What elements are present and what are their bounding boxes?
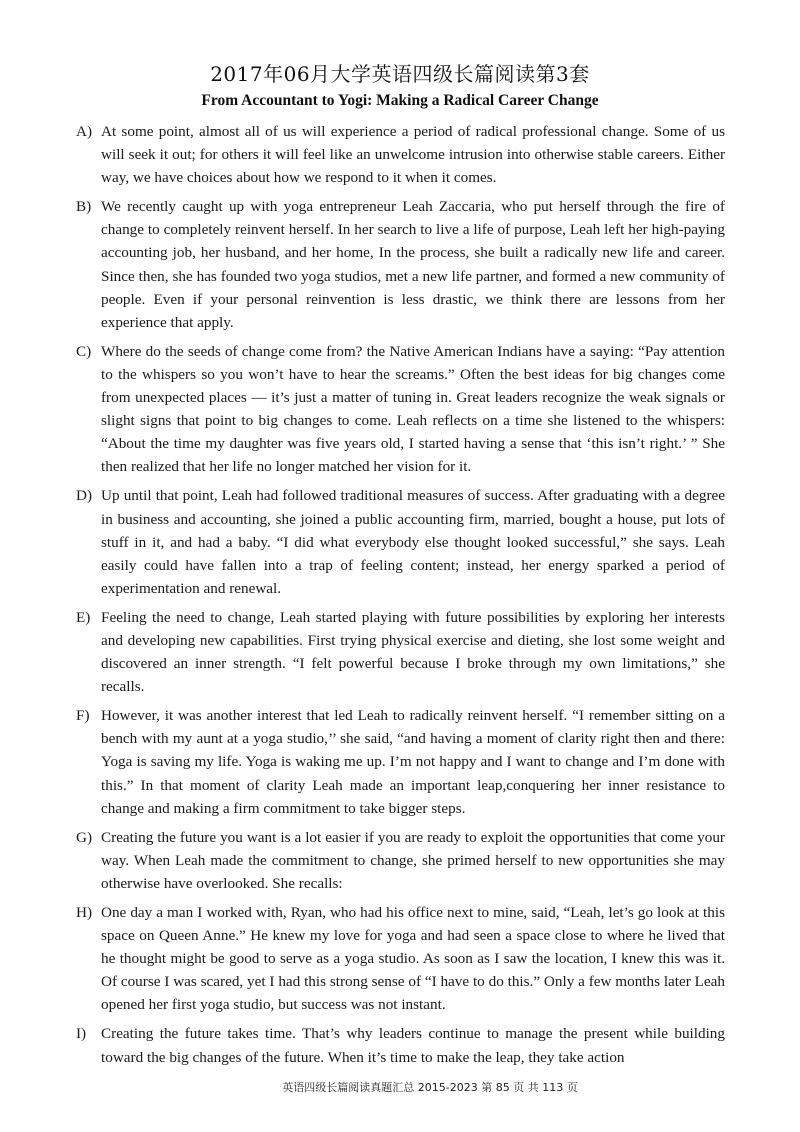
paragraph-c [76, 340, 725, 479]
paragraph-g [76, 826, 725, 895]
paragraph-label: E) [76, 608, 91, 626]
paragraph-f [76, 704, 725, 819]
paragraph-label: H) [76, 904, 93, 921]
page-footer: 英语四级长篇阅读真题汇总 2015-2023 第 85 页 共 113 页 [282, 1081, 578, 1094]
paragraph-label: I) [76, 1025, 87, 1043]
paragraph-text: We recently caught up with yoga entrepreneur Leah Zaccaria, who put herself through the fire of change to completely reinvent herself. In her search to live a life of purpose, Leah left her high-paying accounting job, her husband, and her home, In the process, she built a radically new life and career. Since then, she has founded two yoga studios, met a new life partner, and formed a new community of people. Even if your personal reinvention is less drastic, we think there are lessons from her experience that apply. [101, 198, 725, 331]
paragraph-text: Feeling the need to change, Leah started playing with future possibilities by exploring her interests and developing new capabilities. First trying physical exercise and dieting, she lost some weight and discovered an inner strength. “I felt powerful because I broke through my own limitations,” she recalls. [101, 608, 725, 696]
paragraph-text: Up until that point, Leah had followed traditional measures of success. After graduating with a degree in business and accounting, she joined a public accounting firm, married, bought a house, put lots of stuff in it, and had a baby. “I did what everybody else thought looked successful,” she says. Leah easily could have fallen into a trap of feeling content; instead, her energy sparked a period of experimentation and renewal. [101, 487, 725, 597]
paragraph-e [76, 606, 725, 698]
paragraph-text: Creating the future takes time. That’s why leaders continue to manage the present while building toward the big changes of the future. When it’s time to make the leap, they take action [101, 1025, 725, 1066]
paragraph-text: However, it was another interest that led Leah to radically reinvent herself. “I remember sitting on a bench with my aunt at a yoga studio,’’ she said, “and having a moment of clarity right then and there: Yoga is saving my life. Yoga is waking me up. I’m not happy and I want to change and I’m done with this.” In that moment of clarity Leah made an important leap,conquering her inner resistance to change and making a firm commitment to take bigger steps. [101, 707, 725, 817]
document-title: 2017年06月大学英语四级长篇阅读第3套 [210, 62, 590, 86]
article-title: From Accountant to Yogi: Making a Radical Career Change [201, 92, 599, 109]
paragraph-text: Where do the seeds of change come from? the Native American Indians have a saying: “Pay attention to the whispers so you won’t have to hear the screams.” Often the best ideas for big changes come from unexpected places — it’s just a matter of tuning in. Great leaders recognize the weak signals or slight signs that point to big changes to come. Leah reflects on a time she listened to the whispers: “About the time my daughter was five years old, I started having a sense that ‘this isn’t right.’ ” She then realized that her life no longer matched her vision for it. [101, 342, 725, 476]
paragraph-d [76, 484, 725, 599]
paragraph-label: G) [76, 828, 93, 846]
paragraph-label: D) [76, 487, 93, 505]
paragraph-text: One day a man I worked with, Ryan, who had his office next to mine, said, “Leah, let’s go look at this space on Queen Anne.” He knew my love for yoga and had seen a space close to where he lived that he thought might be good to serve as a yoga studio. As soon as I saw the location, I knew this was it. Of course I was scared, yet I had this strong sense of “I have to do this.” Only a few months later Leah opened her first yoga studio, but success was not instant. [101, 904, 725, 1014]
paragraph-label: C) [76, 342, 92, 360]
paragraph-text: Creating the future you want is a lot easier if you are ready to exploit the opportunities that come your way. When Leah made the commitment to change, she primed herself to new opportunities she may otherwise have overlooked. She recalls: [101, 828, 725, 892]
article-body [76, 120, 725, 1075]
paragraph-a [76, 120, 725, 189]
paragraph-label: F) [76, 707, 90, 725]
paragraph-b [76, 195, 725, 334]
paragraph-i [76, 1022, 725, 1068]
paragraph-text: At some point, almost all of us will experience a period of radical professional change. Some of us will seek it out; for others it will feel like an unwelcome intrusion into otherwise stable careers. Either way, we have choices about how we respond to it when it comes. [101, 123, 725, 187]
paragraph-label: B) [76, 198, 92, 216]
paragraph-label: A) [76, 123, 93, 140]
paragraph-h [76, 901, 725, 1016]
